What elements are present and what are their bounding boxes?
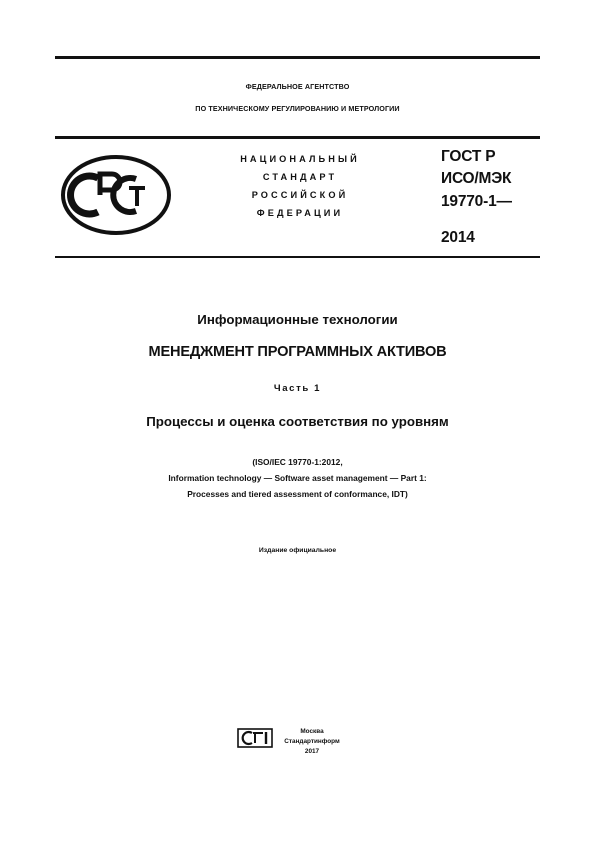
header-rule [55, 136, 540, 139]
standartinform-logo-icon [237, 728, 273, 748]
main-title: МЕНЕДЖМЕНТ ПРОГРАММНЫХ АКТИВОВ [148, 344, 447, 360]
publisher-name: Стандартинформ [284, 738, 340, 745]
national-standard-line-2: СТАНДАРТ [262, 172, 338, 182]
designation-line-2: ИСО/МЭК [441, 170, 512, 187]
publisher-city: Москва [300, 728, 324, 735]
designation-year: 2014 [441, 229, 475, 246]
international-ref-line-2: Information technology — Software asset management — Part 1: [168, 473, 427, 483]
publisher-year: 2017 [304, 748, 320, 755]
international-ref-line-3: Processes and tiered assessment of conformance, IDT) [187, 489, 408, 499]
national-standard-line-1: НАЦИОНАЛЬНЫЙ [240, 154, 360, 164]
designation-line-3: 19770-1— [441, 193, 512, 210]
field-title: Информационные технологии [197, 312, 398, 327]
edition-label: Издание официальное [258, 547, 337, 554]
agency-line-1: ФЕДЕРАЛЬНОЕ АГЕНТСТВО [245, 82, 350, 91]
rst-emblem-icon [60, 154, 172, 236]
subtitle: Процессы и оценка соответствия по уровням [146, 414, 449, 429]
international-ref-line-1: (ISO/IEC 19770-1:2012, [252, 457, 343, 467]
agency-line-2: ПО ТЕХНИЧЕСКОМУ РЕГУЛИРОВАНИЮ И МЕТРОЛОГИИ [195, 104, 400, 113]
top-rule [55, 56, 540, 59]
part-label: Часть 1 [273, 383, 322, 394]
designation-line-1: ГОСТ Р [441, 148, 496, 165]
national-standard-line-3: РОССИЙСКОЙ [251, 190, 349, 200]
national-standard-line-4: ФЕДЕРАЦИИ [256, 208, 344, 218]
standard-block-rule [55, 256, 540, 258]
